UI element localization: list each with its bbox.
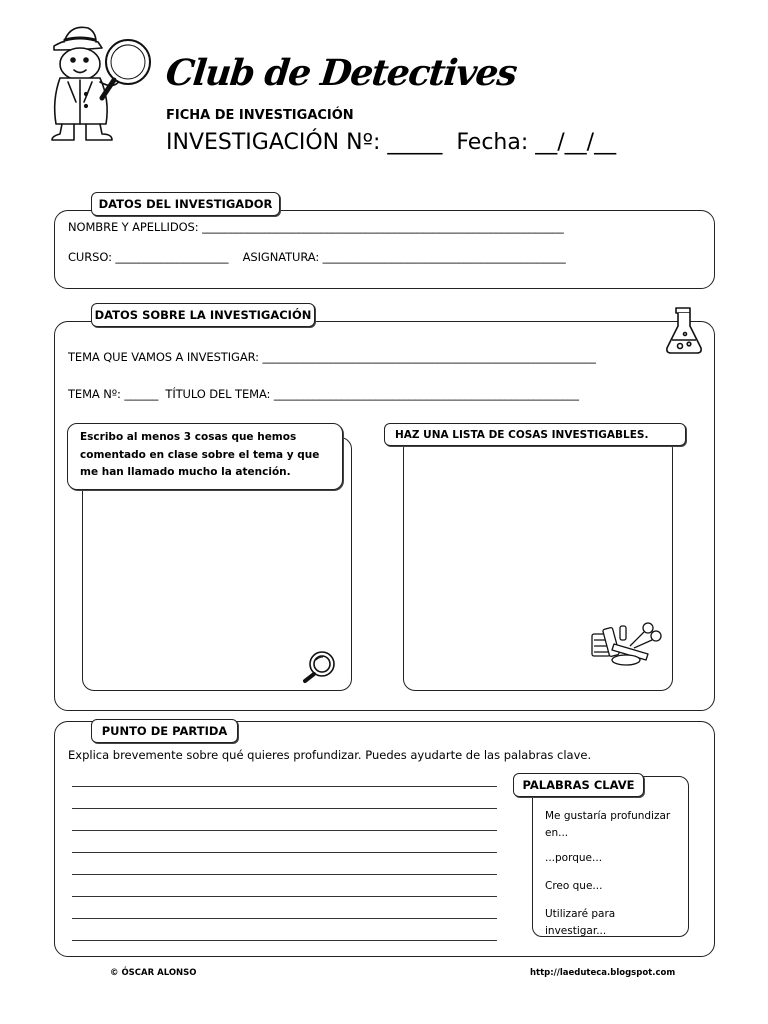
- answer-line: [72, 852, 497, 853]
- investigator-tag: DATOS DEL INVESTIGADOR: [91, 192, 280, 216]
- footer-copyright: © ÓSCAR ALONSO: [110, 968, 197, 978]
- investigable-list-label: HAZ UNA LISTA DE COSAS INVESTIGABLES.: [384, 423, 686, 446]
- answer-line: [72, 830, 497, 831]
- footer-url: http://laeduteca.blogspot.com: [530, 968, 676, 978]
- flask-icon: [663, 306, 705, 356]
- magnifier-icon: [300, 648, 340, 684]
- answer-line: [72, 918, 497, 919]
- topic-line: TEMA QUE VAMOS A INVESTIGAR: ___________________________________________________________: [68, 350, 596, 364]
- notes-callout-text: Escribo al menos 3 cosas que hemos comentado en clase sobre el tema y que me han llamado mucho la atención.: [80, 431, 320, 478]
- answer-line: [72, 786, 497, 787]
- keyword-item: Me gustaría profundizar en...: [545, 810, 671, 839]
- investigation-tag: DATOS SOBRE LA INVESTIGACIÓN: [91, 303, 315, 327]
- keyword-item: ...porque...: [545, 852, 603, 864]
- keywords-tag: PALABRAS CLAVE: [513, 773, 644, 797]
- answer-line: [72, 940, 497, 941]
- starting-point-tag: PUNTO DE PARTIDA: [91, 719, 238, 743]
- answer-line: [72, 808, 497, 809]
- investigation-number-line: INVESTIGACIÓN Nº: _____ Fecha: __/__/__: [166, 130, 617, 155]
- name-line: NOMBRE Y APELLIDOS: ________________________________________________________________: [68, 220, 564, 234]
- starting-point-instruction: Explica brevemente sobre qué quieres profundizar. Puedes ayudarte de las palabras clave.: [68, 748, 592, 762]
- page-title: Club de Detectives: [163, 52, 519, 94]
- keyword-item: Utilizaré para investigar...: [545, 908, 616, 937]
- course-line: CURSO: ____________________ ASIGNATURA: ___________________________________________: [68, 250, 566, 264]
- answer-line: [72, 874, 497, 875]
- page-subtitle: FICHA DE INVESTIGACIÓN: [166, 108, 354, 123]
- detective-icon: [40, 20, 158, 142]
- keyword-item: Creo que...: [545, 880, 603, 892]
- tools-icon: [590, 620, 668, 668]
- answer-line: [72, 896, 497, 897]
- topic-number-line: TEMA Nº: ______ TÍTULO DEL TEMA: ______________________________________________________: [68, 387, 579, 401]
